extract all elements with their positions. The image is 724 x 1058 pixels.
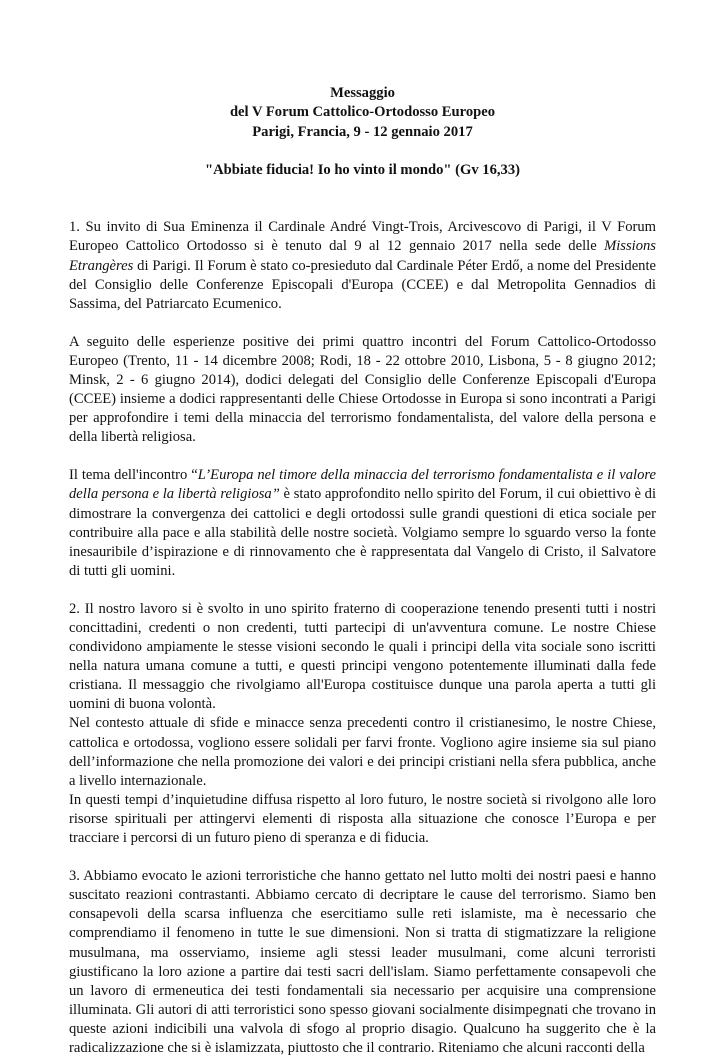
paragraph-1-text-a: 1. Su invito di Sua Eminenza il Cardinale André Vingt-Trois, Arcivescovo di Parigi, il V Forum Europeo Cattolico Ortodosso si è tenuto dal 9 al 12 gennaio 2017 nella sede delle [69, 219, 656, 255]
paragraph-6: In questi tempi d’inquietudine diffusa rispetto al loro futuro, le nostre società si rivolgono alle loro risorse spirituali per attingervi elementi di risposta alla situazione che conosce l’Europa e per tracciare i percorsi di un futuro pieno di speranza e di fiducia. [69, 791, 656, 847]
paragraph-3 [69, 466, 656, 581]
heading-place-date: Parigi, Francia, 9 - 12 gennaio 2017 [252, 123, 473, 140]
paragraph-3-italic: L’Europa nel timore della minaccia del terrorismo fondamentalista e il valore della persona e la libertà religiosa” [69, 467, 656, 503]
paragraph-2: A seguito delle esperienze positive dei primi quattro incontri del Forum Cattolico-Ortodosso Europeo (Trento, 11 - 14 dicembre 2008; Rodi, 18 - 22 ottobre 2010, Lisbona, 5 - 8 giugno 2012; Minsk, 2 - 6 giugno 2014), dodici delegati del Consiglio delle Conferenze Episcopali d'Europa (CCEE) insieme a dodici rappresentanti delle Chiese Ortodosse in Europa si sono incontrati a Parigi per approfondire i temi della minaccia del terrorismo fondamentalista, del valore della persona e della libertà religiosa. [69, 333, 656, 446]
paragraph-1-italic: Missions Etrangères [69, 238, 656, 274]
paragraph-4: 2. Il nostro lavoro si è svolto in uno spirito fraterno di cooperazione tenendo presenti tutti i nostri concittadini, credenti o non credenti, tutti partecipi di un'avventura comune. Le nostre Chiese condividono ampiamente le stesse visioni secondo le quali i principi della vita sociale sono iscritti nella natura umana comune a tutti, e questi principi vengono potentemente illuminati dalla fede cristiana. Il messaggio che rivolgiamo all'Europa costituisce dunque una parola aperta a tutti gli uomini di buona volontà. [69, 600, 656, 713]
spacer [69, 447, 656, 466]
spacer [69, 848, 656, 867]
paragraph-3-text-a: Il tema dell'incontro “ [69, 467, 198, 484]
paragraph-7: 3. Abbiamo evocato le azioni terroristiche che hanno gettato nel lutto molti dei nostri paesi e hanno suscitato reazioni contrastanti. Abbiamo cercato di decriptare le cause del terrorismo. Siamo ben consapevoli della scarsa influenza che esercitiamo sulle reti islamiste, ma è necessario che comprendiamo il fenomeno in tutte le sue dimensioni. Non si tratta di stigmatizzare la religione musulmana, ma osserviamo, insieme agli stessi leader musulmani, come alcuni terroristi giustificano la loro azione a partire dai testi sacri dell'islam. Siamo perfettamente consapevoli che un lavoro di ermeneutica dei testi fondamentali sia necessario per acquisire una comprensione illuminata. Gli autori di atti terroristici sono spesso giovani socialmente disimpegnati che trovano in queste azioni indicibili una valvola di sfogo al proprio disagio. Qualcuno ha suggerito che è la radicalizzazione che si è islamizzata, piuttosto che il contrario. Riteniamo che alcuni racconti della [69, 868, 656, 1056]
heading-title: Messaggio [330, 85, 395, 101]
spacer [69, 180, 656, 218]
paragraph-1-text-b: di Parigi. Il Forum è stato co-presieduto dal Cardinale Péter Erdő, a nome del Presidente del Consiglio delle Conferenze Episcopali d'Europa (CCEE) e dal Metropolita Gennadios di Sassima, del Patriarcato Ecumenico. [69, 257, 656, 312]
spacer [69, 581, 656, 600]
spacer [69, 314, 656, 333]
paragraph-1 [69, 218, 656, 313]
heading-forum-name: del V Forum Cattolico-Ortodosso Europeo [229, 104, 496, 121]
document-heading [69, 84, 656, 142]
paragraph-3-text-b: è stato approfondito nello spirito del Forum, il cui obiettivo è di dimostrare la convergenza dei cattolici e degli ortodossi sulle grandi questioni di etica sociale per contribuire alla pace e alla stabilità delle nostre società. Volgiamo sempre lo sguardo verso la fonte inesauribile d’ispirazione e di rinnovamento che è rappresentata dal Vangelo di Cristo, il Salvatore di tutti gli uomini. [69, 486, 657, 579]
paragraph-5: Nel contesto attuale di sfide e minacce senza precedenti contro il cristianesimo, le nostre Chiese, cattolica e ortodossa, vogliono essere solidali per farvi fronte. Vogliono agire insieme sia sul piano dell’informazione che nella promozione dei valori e dei principi cristiani nella sfera pubblica, anche a livello internazionale. [69, 715, 656, 789]
motto-quote: "Abbiate fiducia! Io ho vinto il mondo" (Gv 16,33) [205, 162, 520, 179]
